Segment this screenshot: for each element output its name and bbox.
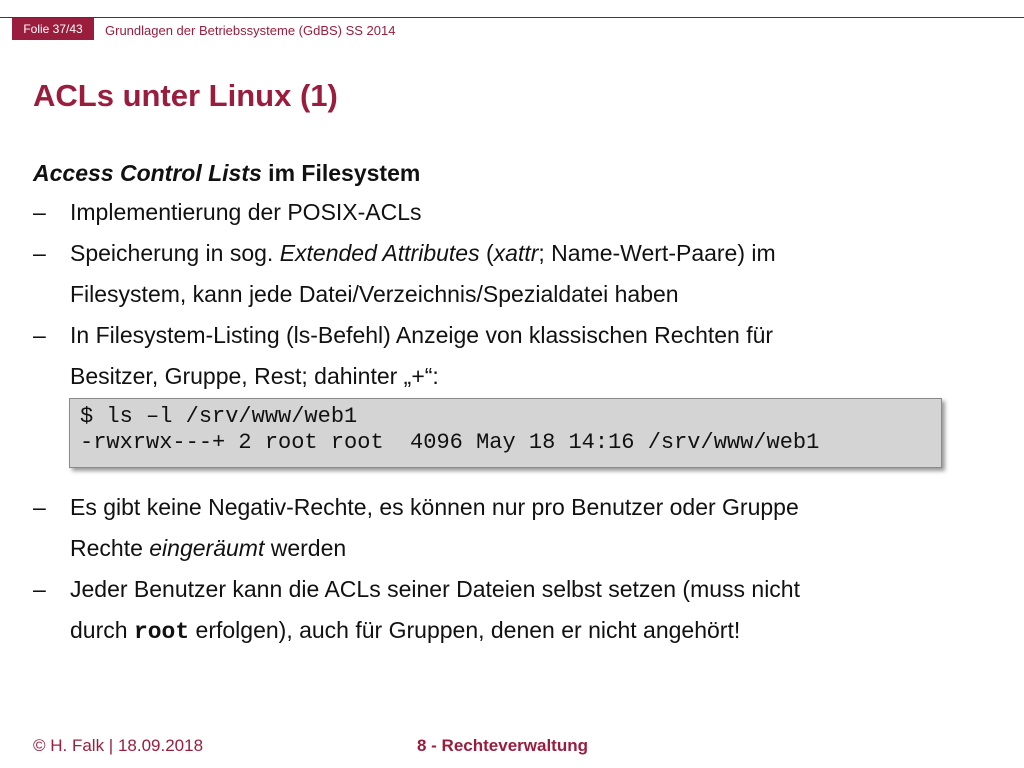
bullet-dash: – — [33, 494, 46, 520]
footer-chapter: 8 - Rechteverwaltung — [417, 736, 588, 755]
bullet-extended-attributes — [33, 233, 993, 315]
bullet-text: Implementierung der POSIX-ACLs — [70, 199, 422, 225]
bullet-ls-listing — [33, 315, 993, 397]
section-heading-italic: Access Control Lists — [33, 160, 262, 186]
course-title: Grundlagen der Betriebssysteme (GdBS) SS 2014 — [105, 23, 396, 38]
bullet-line-1: Speicherung in sog. Extended Attributes (xattr; Name-Wert-Paare) im — [70, 240, 776, 266]
bullet-dash: – — [33, 240, 46, 266]
bullet-line-2: Besitzer, Gruppe, Rest; dahinter „+“: — [70, 363, 439, 389]
slide-title: ACLs unter Linux (1) — [33, 78, 338, 113]
section-heading-rest: im Filesystem — [261, 160, 421, 186]
bullet-line-1: Es gibt keine Negativ-Rechte, es können nur pro Benutzer oder Gruppe — [70, 494, 799, 520]
bullet-dash: – — [33, 199, 46, 225]
bullet-line-2: Rechte eingeräumt werden — [70, 535, 347, 561]
footer-author-date: © H. Falk | 18.09.2018 — [33, 736, 204, 755]
inline-code-root: root — [133, 619, 190, 645]
bullet-line-1: In Filesystem-Listing (ls-Befehl) Anzeige von klassischen Rechten für — [70, 322, 774, 348]
section-heading — [33, 160, 420, 187]
code-example-box — [69, 398, 942, 468]
bullet-dash: – — [33, 576, 46, 602]
bullet-user-sets-acls — [33, 569, 993, 653]
bullet-no-negative-rights — [33, 487, 993, 569]
slide-number-badge: Folie 37/43 — [12, 18, 94, 40]
bullet-line-2: Filesystem, kann jede Datei/Verzeichnis/Spezialdatei haben — [70, 281, 679, 307]
bullet-dash: – — [33, 322, 46, 348]
code-line-command: $ ls –l /srv/www/web1 — [80, 404, 358, 429]
bullet-posix-acls — [33, 192, 993, 233]
bullet-line-2: durch root erfolgen), auch für Gruppen, denen er nicht angehört! — [70, 617, 741, 645]
header-divider — [0, 17, 1024, 18]
code-line-output: -rwxrwx---+ 2 root root 4096 May 18 14:16 /srv/www/web1 — [80, 430, 820, 455]
bullet-line-1: Jeder Benutzer kann die ACLs seiner Dateien selbst setzen (muss nicht — [70, 576, 800, 602]
